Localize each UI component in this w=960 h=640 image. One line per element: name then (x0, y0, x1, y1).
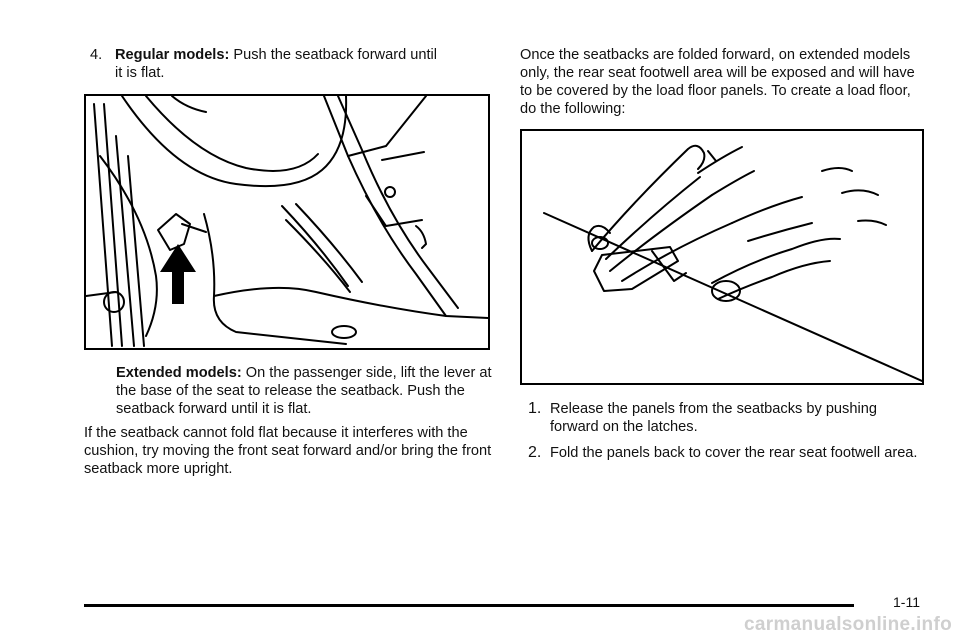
seat-lever-figure (84, 94, 490, 350)
load-floor-latch-illustration (522, 131, 922, 383)
step-4-line2: it is flat. (115, 65, 165, 81)
watermark: carmanualsonline.info (744, 614, 952, 635)
footer-rule (84, 604, 854, 607)
load-floor-steps (520, 400, 924, 470)
load-floor-figure (520, 129, 924, 385)
seatback-interference-text: If the seatback cannot fold flat because it interferes with the cushion, try moving the front seat forward and/or bring the front seatback more upright. (84, 425, 492, 477)
regular-models-label: Regular models: (115, 47, 230, 63)
step-4-line1: Push the seatback forward until (229, 47, 438, 63)
step-text: Release the panels from the seatbacks by pushing forward on the latches. (550, 401, 877, 435)
step-text: Fold the panels back to cover the rear seat footwell area. (550, 445, 918, 461)
load-floor-intro (520, 46, 924, 118)
extended-models-paragraph (116, 364, 492, 418)
seatback-interference-paragraph (84, 424, 492, 478)
step-4-number: 4. (90, 47, 103, 63)
step-4 (90, 46, 492, 82)
step-number: 1. (528, 400, 542, 417)
step-number: 2. (528, 444, 542, 461)
extended-models-text: On the passenger side, lift the lever at the base of the seat to release the seatback. Push the seatback forward until it is flat. (116, 365, 492, 417)
load-floor-intro-text: Once the seatbacks are folded forward, on extended models only, the rear seat footwell area will be exposed and will have to be covered by the load floor panels. To create a load floor, do the following: (520, 47, 915, 117)
list-item (520, 400, 924, 436)
page-number: 1-11 (893, 594, 920, 610)
extended-models-label: Extended models: (116, 365, 242, 381)
seat-lever-illustration (86, 96, 488, 348)
list-item (520, 444, 924, 462)
